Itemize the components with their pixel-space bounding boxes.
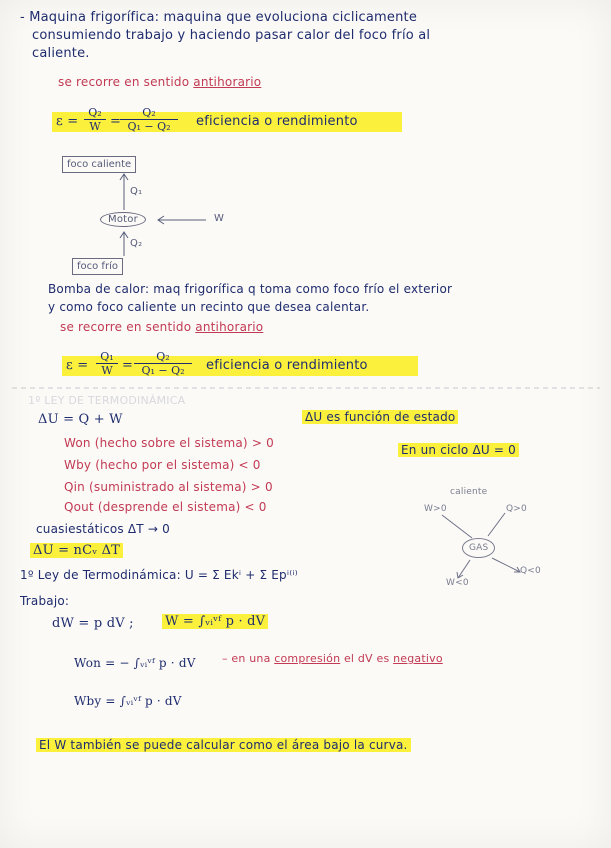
compression-pre: en una [231,652,271,665]
state-function-note: ΔU es función de estado [302,410,458,424]
cycle-note: En un ciclo ΔU = 0 [398,443,519,457]
motor-node: Motor [100,212,146,227]
compression-note: – en una compresión el dV es negativo [222,652,443,665]
area-note: El W también se puede calcular como el área bajo la curva. [36,738,411,752]
sec2-eps-eq: = [122,358,134,373]
trabajo-label: Trabajo: [20,594,70,608]
cold-reservoir-box: foco frío [72,258,123,275]
first-law-line: 1º Ley de Termodinámica: U = Σ Ekⁱ + Σ Epⁱ⁽ⁱ⁾ [20,568,298,582]
wby-line: Wby (hecho por el sistema) < 0 [64,458,261,472]
sec2-rotation-word: antihorario [195,320,264,334]
q-in-arrow-icon [488,513,505,536]
sec1-frac1-den: W [89,120,101,133]
diagram2-w-pos: W>0 [424,504,447,514]
sec2-frac2-den: Q₁ − Q₂ [141,364,185,377]
won-line: Won (hecho sobre el sistema) > 0 [64,436,274,450]
wby-integral: Wby = ∫ᵥᵢᵛᶠ p · dV [74,694,182,708]
quasistatic-line: cuasiestáticos ΔT → 0 [36,522,170,536]
qin-line: Qin (suministrado al sistema) > 0 [64,480,273,494]
sec1-eps-eq: = [110,114,122,129]
hot-reservoir-box: foco caliente [62,156,136,173]
q2-label: Q₂ [130,238,143,249]
sec2-rotation-text: se recorre en sentido [60,320,192,334]
sec1-frac2-den: Q₁ − Q₂ [127,120,171,133]
sec1-line3: caliente. [32,46,90,61]
sec2-frac2-num: Q₂ [156,350,170,363]
q-out-arrow-icon [492,558,520,572]
won-integral: Won = − ∫ᵥᵢᵛᶠ p · dV [74,656,196,670]
sec1-rotation-text: se recorre en sentido [58,75,190,89]
w-label: W [214,213,225,224]
sec1-frac1-num: Q₂ [88,106,102,119]
gas-node: GAS [462,538,495,558]
diagram2-q-pos: Q>0 [506,504,527,514]
du-equation: ΔU = Q + W [38,412,123,427]
sec1-eps-lhs: ε = [56,114,79,129]
diagram2-w-neg: W<0 [446,578,469,588]
sec1-line2: consumiendo trabajo y haciendo pasar calor del foco frío al [32,28,431,43]
sec2-rotation [60,320,263,334]
sec2-frac1 [96,350,118,377]
faded-header: 1º LEY DE TERMODINÁMICA [28,394,186,407]
w-integral: W = ∫ᵥᵢᵛᶠ p · dV [162,614,268,629]
compression-word: compresión [274,652,341,665]
du-ncv-line: ΔU = nCᵥ ΔT [30,543,123,558]
w-out-arrow-icon [458,560,470,578]
compression-mid: el dV es [343,652,390,665]
sec2-eps-label: eficiencia o rendimiento [206,358,368,373]
diagram2-hot-label: caliente [450,487,488,497]
w-in-arrow-icon [442,515,472,538]
sec1-frac2-num: Q₂ [142,106,156,119]
sec1-line1: - Maquina frigorífica: maquina que evoluciona ciclicamente [20,10,418,25]
sec2-frac2 [134,350,192,377]
dw-equation: dW = p dV ; [52,616,134,631]
sec2-line2: y como foco caliente un recinto que desea calentar. [48,300,370,314]
sec2-eps-lhs: ε = [66,358,89,373]
q1-label: Q₁ [130,186,143,197]
negative-word: negativo [393,652,443,665]
diagram2-q-neg: Q<0 [520,566,541,576]
sec2-line1: Bomba de calor: maq frigorífica q toma como foco frío el exterior [48,282,453,296]
sec1-rotation-word: antihorario [193,75,262,89]
sec1-eps-label: eficiencia o rendimiento [196,114,358,129]
sec2-frac1-num: Q₁ [100,350,114,363]
qout-line: Qout (desprende el sistema) < 0 [64,500,267,514]
sec2-frac1-den: W [101,364,113,377]
